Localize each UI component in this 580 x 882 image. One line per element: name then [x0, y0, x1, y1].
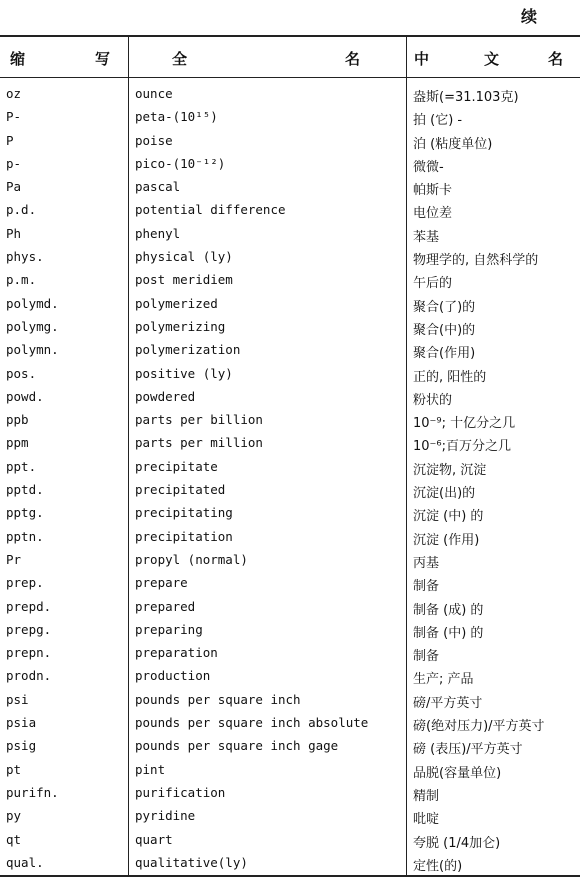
abbreviation-cell: prepn.	[6, 645, 52, 661]
chinese-name-cell: 泊 (粘度单位)	[413, 136, 493, 152]
abbreviation-cell: prepg.	[6, 621, 52, 637]
chinese-name-cell: 沉淀(出)的	[413, 486, 476, 502]
chinese-name-cell: 聚合(中)的	[413, 322, 476, 338]
table-row	[0, 481, 580, 504]
full-name-cell: poise	[135, 132, 173, 148]
full-name-cell: post meridiem	[135, 272, 233, 288]
chinese-name-cell: 粉状的	[413, 392, 453, 408]
chinese-name-cell: 物理学的, 自然科学的	[413, 253, 539, 269]
abbreviation-cell: Pa	[6, 179, 22, 195]
abbreviation-cell: pptg.	[6, 505, 44, 521]
abbreviation-cell: Pr	[6, 551, 22, 567]
chinese-name-cell: 制备	[413, 649, 440, 665]
full-name-cell: prepare	[135, 575, 188, 591]
abbreviation-cell: pt	[6, 761, 22, 777]
abbreviation-cell: psia	[6, 715, 37, 731]
chinese-name-cell: 品脱(容量单位)	[413, 765, 502, 781]
full-name-cell: pounds per square inch absolute	[135, 715, 369, 731]
full-name-cell: production	[135, 668, 211, 684]
chinese-name-cell: 沉淀物, 沉淀	[413, 462, 487, 478]
full-name-cell: precipitated	[135, 482, 226, 498]
continued-label: 续	[520, 7, 538, 26]
full-name-cell: polymerization	[135, 342, 241, 358]
full-name-cell: purification	[135, 784, 226, 800]
full-name-cell: physical (ly)	[135, 249, 233, 265]
table-row	[0, 761, 580, 784]
header-chinese-char-1: 中	[414, 50, 430, 68]
abbreviation-cell: qt	[6, 831, 22, 847]
abbreviation-cell: powd.	[6, 388, 44, 404]
table-row	[0, 271, 580, 294]
chinese-name-cell: 10⁻⁹; 十亿分之几	[413, 416, 516, 432]
full-name-cell: qualitative(ly)	[135, 854, 248, 870]
chinese-name-cell: 丙基	[413, 555, 440, 571]
header-abbr-char-1: 缩	[10, 50, 26, 68]
full-name-cell: pico-(10⁻¹²)	[135, 155, 226, 171]
table-row	[0, 598, 580, 621]
abbreviation-cell: pptn.	[6, 528, 44, 544]
abbreviation-cell: psi	[6, 691, 29, 707]
table-row	[0, 248, 580, 271]
full-name-cell: polymerizing	[135, 318, 226, 334]
table-row	[0, 504, 580, 527]
table-body	[0, 85, 580, 877]
abbreviation-cell: prepd.	[6, 598, 52, 614]
abbreviation-cell: prodn.	[6, 668, 52, 684]
table-row	[0, 434, 580, 457]
abbreviation-cell: p-	[6, 155, 22, 171]
table-row	[0, 388, 580, 411]
table-row	[0, 737, 580, 760]
full-name-cell: quart	[135, 831, 173, 847]
chinese-name-cell: 磅 (表压)/平方英寸	[413, 742, 523, 758]
full-name-cell: ounce	[135, 86, 173, 101]
abbreviation-cell: psig	[6, 738, 37, 754]
table-row	[0, 854, 580, 877]
full-name-cell: preparation	[135, 645, 218, 661]
full-name-cell: precipitate	[135, 458, 218, 474]
chinese-name-cell: 定性(的)	[413, 858, 463, 874]
full-name-cell: preparing	[135, 621, 203, 637]
table-row	[0, 365, 580, 388]
abbreviation-cell: polymd.	[6, 295, 59, 311]
abbreviation-cell: p.d.	[6, 202, 37, 218]
table-row	[0, 411, 580, 434]
table-row	[0, 85, 580, 108]
chinese-name-cell: 磅/平方英寸	[413, 695, 483, 711]
abbreviation-cell: purifn.	[6, 784, 59, 800]
table-row	[0, 831, 580, 854]
chinese-name-cell: 10⁻⁶;百万分之几	[413, 439, 511, 455]
chinese-name-cell: 拍 (它) -	[413, 113, 463, 129]
header-chinese-char-2: 文	[484, 50, 500, 68]
chinese-name-cell: 精制	[413, 788, 440, 804]
chinese-name-cell: 正的, 阳性的	[413, 369, 487, 385]
full-name-cell: pyridine	[135, 808, 196, 824]
table-row	[0, 691, 580, 714]
abbreviation-cell: polymn.	[6, 342, 59, 358]
header-chinese-char-3: 名	[548, 50, 564, 68]
full-name-cell: pascal	[135, 179, 181, 195]
table-row	[0, 714, 580, 737]
header-full-char-2: 名	[345, 50, 361, 68]
chinese-name-cell: 聚合(作用)	[413, 346, 476, 362]
table-row	[0, 295, 580, 318]
abbreviation-cell: prep.	[6, 575, 44, 591]
chinese-name-cell: 盎斯(=31.103克)	[413, 90, 519, 105]
abbreviation-cell: polymg.	[6, 318, 59, 334]
header-full-char-1: 全	[172, 50, 188, 68]
chinese-name-cell: 夸脱 (1/4加仑)	[413, 835, 501, 851]
table-row	[0, 225, 580, 248]
chinese-name-cell: 苯基	[413, 229, 440, 245]
chinese-name-cell: 聚合(了)的	[413, 299, 476, 315]
full-name-cell: pounds per square inch	[135, 691, 301, 707]
full-name-cell: precipitation	[135, 528, 233, 544]
abbreviation-cell: Ph	[6, 225, 22, 241]
table-top-rule	[0, 35, 580, 37]
chinese-name-cell: 制备	[413, 579, 440, 595]
full-name-cell: parts per million	[135, 435, 263, 451]
abbreviation-cell: phys.	[6, 249, 44, 265]
header-rule	[0, 77, 580, 78]
chinese-name-cell: 沉淀 (作用)	[413, 532, 480, 548]
table-row	[0, 644, 580, 667]
chinese-name-cell: 电位差	[413, 206, 453, 222]
full-name-cell: potential difference	[135, 202, 286, 218]
table-row	[0, 108, 580, 131]
full-name-cell: pounds per square inch gage	[135, 738, 339, 754]
table-row	[0, 341, 580, 364]
table-row	[0, 807, 580, 830]
chinese-name-cell: 午后的	[413, 276, 453, 292]
abbreviation-cell: pptd.	[6, 482, 44, 498]
table-row	[0, 201, 580, 224]
chinese-name-cell: 沉淀 (中) 的	[413, 509, 484, 525]
full-name-cell: propyl (normal)	[135, 551, 248, 567]
table-row	[0, 132, 580, 155]
table-row	[0, 318, 580, 341]
chinese-name-cell: 制备 (中) 的	[413, 625, 484, 641]
full-name-cell: parts per billion	[135, 412, 263, 428]
abbreviation-cell: pos.	[6, 365, 37, 381]
table-row	[0, 784, 580, 807]
abbreviation-cell: oz	[6, 86, 22, 101]
full-name-cell: peta-(10¹⁵)	[135, 109, 218, 125]
table-row	[0, 155, 580, 178]
chinese-name-cell: 帕斯卡	[413, 183, 453, 199]
table-row	[0, 621, 580, 644]
abbreviation-cell: ppt.	[6, 458, 37, 474]
chinese-name-cell: 微微-	[413, 159, 444, 175]
abbreviation-cell: ppm	[6, 435, 29, 451]
abbreviation-cell: ppb	[6, 412, 29, 428]
full-name-cell: pint	[135, 761, 166, 777]
abbreviation-cell: py	[6, 808, 22, 824]
chinese-name-cell: 生产; 产品	[413, 672, 474, 688]
chinese-name-cell: 吡啶	[413, 812, 440, 828]
table-row	[0, 551, 580, 574]
chinese-name-cell: 磅(绝对压力)/平方英寸	[413, 719, 545, 735]
full-name-cell: precipitating	[135, 505, 233, 521]
table-row	[0, 178, 580, 201]
table-row	[0, 458, 580, 481]
full-name-cell: powdered	[135, 388, 196, 404]
abbreviation-cell: qual.	[6, 854, 44, 870]
full-name-cell: prepared	[135, 598, 196, 614]
table-row	[0, 574, 580, 597]
full-name-cell: positive (ly)	[135, 365, 233, 381]
abbreviation-cell: P-	[6, 109, 22, 125]
table-row	[0, 667, 580, 690]
abbreviation-cell: P	[6, 132, 14, 148]
header-abbr-char-2: 写	[95, 50, 111, 68]
full-name-cell: phenyl	[135, 225, 181, 241]
chinese-name-cell: 制备 (成) 的	[413, 602, 484, 618]
full-name-cell: polymerized	[135, 295, 218, 311]
abbreviation-cell: p.m.	[6, 272, 37, 288]
table-row	[0, 528, 580, 551]
